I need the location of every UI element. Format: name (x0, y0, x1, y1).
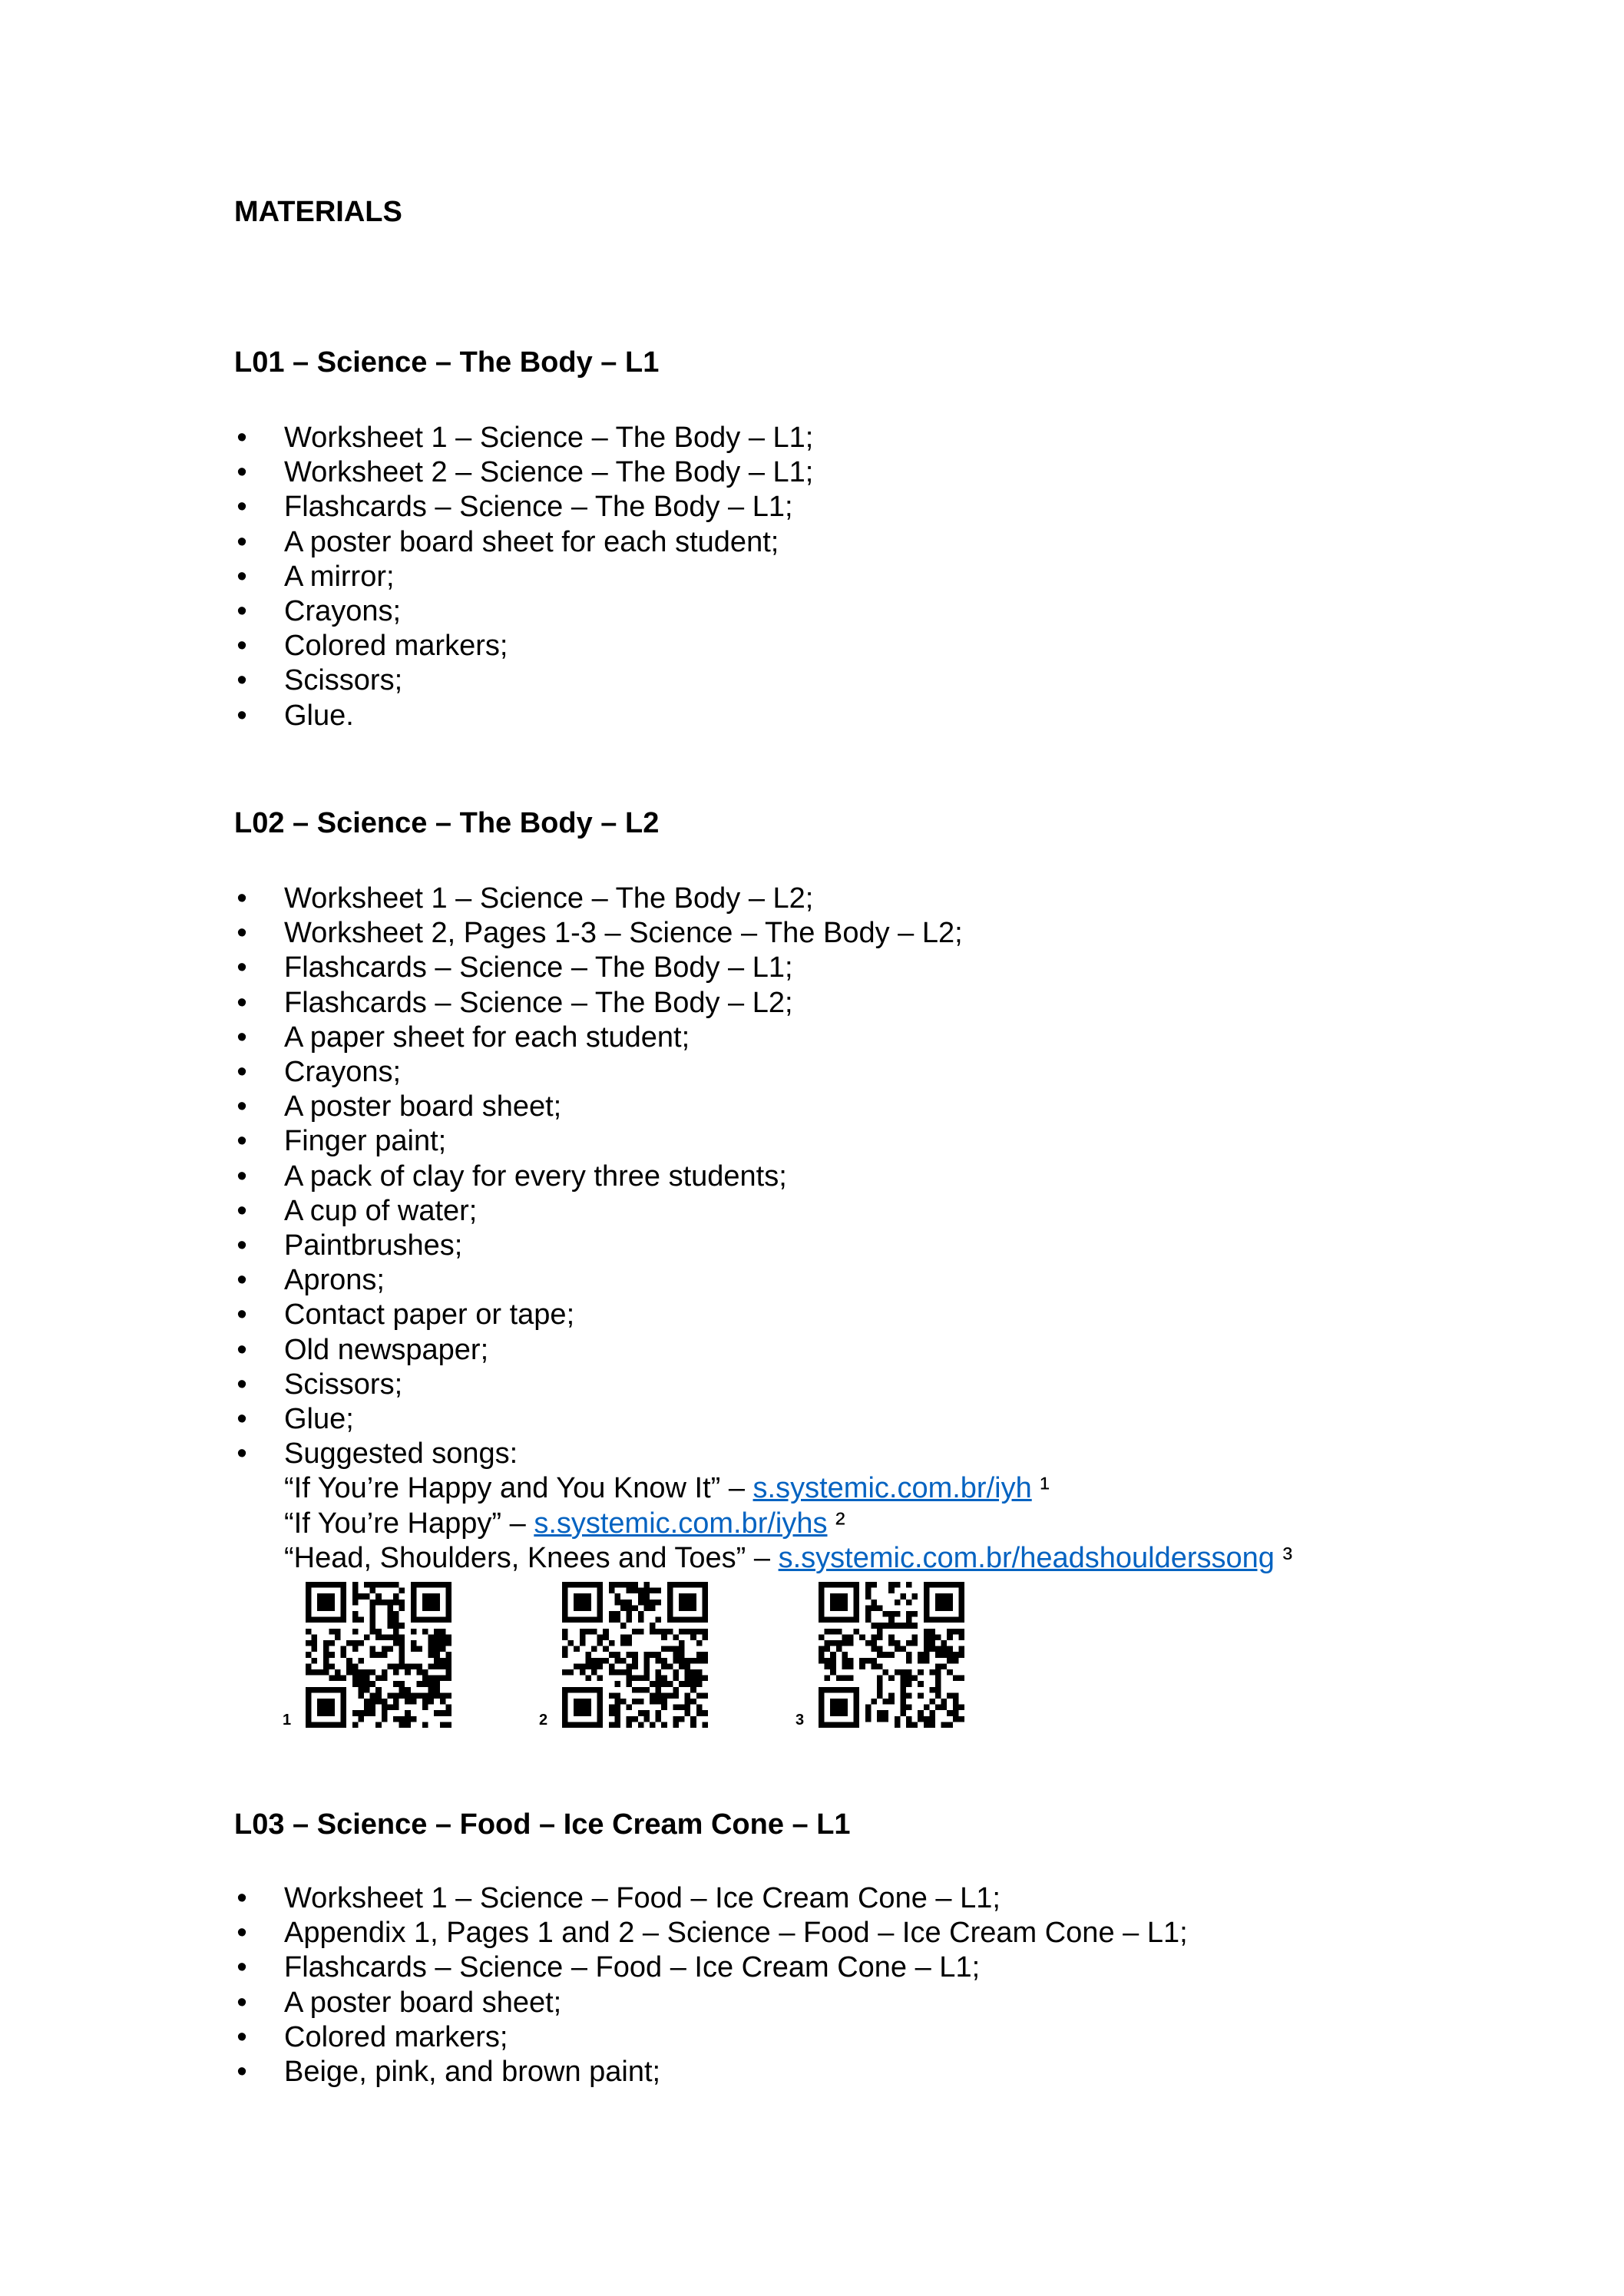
bullet-icon: • (236, 664, 247, 697)
song-link-iyh[interactable]: s.systemic.com.br/iyh (752, 1472, 1032, 1505)
song-line-1: “If You’re Happy and You Know It” – s.systemic.com.br/iyh ¹ (284, 1472, 1050, 1505)
bullet-icon: • (236, 422, 247, 454)
list-item-suggested-songs (234, 1437, 1292, 1576)
list-item: • A mirror; (234, 560, 813, 594)
qr-label: 1 (283, 1712, 292, 1729)
list-item: • Worksheet 2, Pages 1-3 – Science – The Body – L2; (234, 916, 1292, 951)
list-item: • A poster board sheet; (234, 1986, 1188, 2020)
bullet-icon: • (236, 1160, 247, 1193)
bullet-icon: • (236, 1437, 247, 1471)
bullet-icon: • (236, 1299, 247, 1332)
list-item: • Flashcards – Science – Food – Ice Cream Cone – L1; (234, 1950, 1188, 1985)
list-item: • Flashcards – Science – The Body – L1; (234, 951, 1292, 985)
list-item: • A paper sheet for each student; (234, 1021, 1292, 1055)
section-heading-l02: L02 – Science – The Body – L2 (234, 807, 660, 839)
list-item: • Crayons; (234, 594, 813, 629)
bullet-icon: • (236, 1882, 247, 1914)
bullet-icon: • (236, 1368, 247, 1401)
list-item: • Old newspaper; (234, 1333, 1292, 1368)
bullet-icon: • (236, 1333, 247, 1366)
list-item: • Flashcards – Science – The Body – L1; (234, 490, 813, 524)
bullet-icon: • (236, 1951, 247, 1984)
section-heading-l03: L03 – Science – Food – Ice Cream Cone – L1 (234, 1808, 851, 1841)
bullet-icon: • (236, 1403, 247, 1436)
bullet-icon: • (236, 1986, 247, 2019)
list-item: • Colored markers; (234, 629, 813, 663)
list-item: • A poster board sheet; (234, 1090, 1292, 1124)
list-item: • Worksheet 1 – Science – The Body – L2; (234, 882, 1292, 916)
bullet-icon: • (236, 1056, 247, 1089)
bullet-icon: • (236, 630, 247, 663)
list-item: • Worksheet 1 – Science – The Body – L1; (234, 421, 813, 455)
qr-label: 3 (795, 1712, 805, 1729)
song-line-3: “Head, Shoulders, Knees and Toes” – s.systemic.com.br/headshoulderssong ³ (284, 1541, 1293, 1574)
qr-label: 2 (539, 1712, 548, 1729)
bullet-icon: • (236, 1125, 247, 1158)
bullet-icon: • (236, 456, 247, 489)
list-item: • A cup of water; (234, 1194, 1292, 1229)
qr-code-icon[interactable] (819, 1582, 964, 1728)
list-item: • Colored markers; (234, 2020, 1188, 2055)
qr-code-icon[interactable] (306, 1582, 451, 1728)
list-item: • Contact paper or tape; (234, 1298, 1292, 1332)
bullet-icon: • (236, 951, 247, 984)
bullet-icon: • (236, 2056, 247, 2089)
qr-code-row (0, 1582, 1624, 1735)
section-heading-l01: L01 – Science – The Body – L1 (234, 346, 660, 379)
bullet-icon: • (236, 699, 247, 732)
song-link-headshoulderssong[interactable]: s.systemic.com.br/headshoulderssong (778, 1541, 1275, 1574)
list-item: • Glue. (234, 699, 813, 733)
materials-list-l03 (234, 1881, 1188, 2089)
list-item: • Scissors; (234, 1368, 1292, 1402)
qr-item-2 (539, 1582, 716, 1735)
list-item: • A poster board sheet for each student; (234, 525, 813, 560)
bullet-icon: • (236, 1917, 247, 1950)
list-item: • Scissors; (234, 663, 813, 698)
list-item: • A pack of clay for every three students; (234, 1160, 1292, 1194)
list-item: • Finger paint; (234, 1124, 1292, 1159)
suggested-songs-label: Suggested songs: (284, 1437, 518, 1471)
qr-item-1 (283, 1582, 459, 1735)
materials-list-l01 (234, 421, 813, 733)
list-item: • Worksheet 2 – Science – The Body – L1; (234, 455, 813, 490)
bullet-icon: • (236, 1021, 247, 1054)
qr-item-3 (795, 1582, 972, 1735)
bullet-icon: • (236, 595, 247, 628)
bullet-icon: • (236, 882, 247, 915)
bullet-icon: • (236, 1264, 247, 1297)
bullet-icon: • (236, 986, 247, 1019)
materials-list-l02 (234, 882, 1292, 1576)
bullet-icon: • (236, 917, 247, 950)
bullet-icon: • (236, 525, 247, 558)
song-line-2: “If You’re Happy” – s.systemic.com.br/iyhs ² (284, 1507, 845, 1540)
bullet-icon: • (236, 1229, 247, 1262)
bullet-icon: • (236, 1090, 247, 1123)
list-item: • Beige, pink, and brown paint; (234, 2055, 1188, 2089)
bullet-icon: • (236, 560, 247, 593)
list-item: • Aprons; (234, 1263, 1292, 1298)
bullet-icon: • (236, 2020, 247, 2053)
list-item: • Paintbrushes; (234, 1229, 1292, 1263)
bullet-icon: • (236, 1194, 247, 1227)
song-link-iyhs[interactable]: s.systemic.com.br/iyhs (534, 1507, 828, 1540)
list-item: • Worksheet 1 – Science – Food – Ice Cream Cone – L1; (234, 1881, 1188, 1916)
list-item: • Appendix 1, Pages 1 and 2 – Science – Food – Ice Cream Cone – L1; (234, 1916, 1188, 1950)
list-item: • Flashcards – Science – The Body – L2; (234, 986, 1292, 1021)
page-title: MATERIALS (234, 196, 402, 228)
bullet-icon: • (236, 491, 247, 524)
list-item: • Crayons; (234, 1055, 1292, 1090)
qr-code-icon[interactable] (562, 1582, 708, 1728)
list-item: • Glue; (234, 1402, 1292, 1437)
